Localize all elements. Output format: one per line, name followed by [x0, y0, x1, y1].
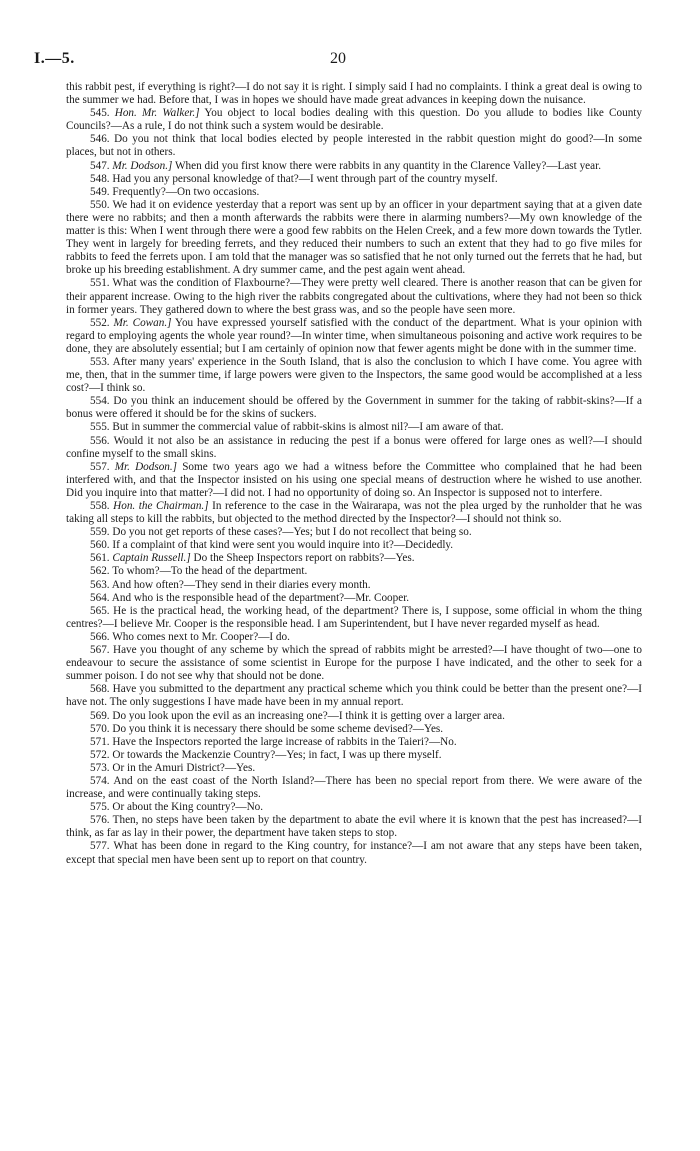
question-number: 557.	[90, 460, 110, 473]
evidence-paragraph	[66, 775, 642, 801]
question-number: 561.	[90, 552, 110, 565]
evidence-paragraph	[66, 173, 642, 186]
paragraph-text: Do you think it is necessary there should be some scheme devised?—Yes.	[112, 722, 444, 735]
question-number: 562.	[90, 565, 110, 578]
paragraph-text: Or about the King country?—No.	[112, 801, 264, 814]
question-number: 577.	[90, 840, 110, 853]
evidence-paragraph	[66, 749, 642, 762]
paragraph-text: To whom?—To the head of the department.	[112, 565, 308, 578]
evidence-paragraph	[66, 107, 642, 133]
evidence-paragraph	[66, 395, 642, 421]
speaker-name: Mr. Dodson.]	[114, 460, 178, 473]
evidence-paragraph	[66, 317, 642, 356]
paragraph-text: You have expressed yourself satisfied with the conduct of the department. What is your opinion with regard to employing agents the whole year round?—In winter time, when simultaneous poisoning and active work requires to be done, they are absolutely essential; but I am certainly of opinion now that fewer agents might be done with in the summer time.	[66, 316, 643, 355]
page-number: 20	[330, 50, 346, 67]
paragraph-text: Have you thought of any scheme by which the spread of rabbits might be arrested?—I have thought of two—one to endeavour to secure the assistance of some scientist in Europe for the purpose I have indicated, and the other to seek for a summer poison. I do not see why that should not be done.	[66, 644, 642, 683]
question-number: 547.	[90, 159, 110, 172]
question-number: 560.	[90, 539, 110, 552]
evidence-paragraph	[66, 736, 642, 749]
question-number: 572.	[90, 748, 110, 761]
evidence-paragraph	[66, 81, 642, 107]
evidence-paragraph	[66, 579, 642, 592]
speaker-name: Hon. Mr. Walker.]	[114, 107, 200, 120]
evidence-paragraph	[66, 539, 642, 552]
evidence-paragraph	[66, 356, 642, 395]
paragraph-text: And how often?—They send in their diaries every month.	[111, 578, 371, 591]
paragraph-text: If a complaint of that kind were sent you would inquire into it?—Decidedly.	[112, 539, 454, 552]
paragraph-text: Do you not get reports of these cases?—Yes; but I do not recollect that being so.	[112, 526, 472, 539]
paragraph-text: Then, no steps have been taken by the department to abate the evil where it is known that the pest has increased?—I think, as far as lay in their power, the department have taken steps to stop.	[66, 814, 642, 840]
question-number: 556.	[90, 434, 110, 447]
question-number: 548.	[90, 172, 110, 185]
evidence-paragraph	[66, 500, 642, 526]
evidence-paragraph	[66, 421, 642, 434]
evidence-paragraph	[66, 461, 642, 500]
page-header	[34, 50, 642, 70]
question-number: 569.	[90, 709, 110, 722]
question-number: 576.	[90, 814, 110, 827]
evidence-paragraph	[66, 814, 642, 840]
question-number: 555.	[90, 421, 110, 434]
paragraph-text: In reference to the case in the Wairarapa, was not the plea urged by the runholder that he was taking all steps to kill the rabbits, but objected to the method directed by the Inspector?—I should not think so.	[66, 500, 643, 526]
question-number: 570.	[90, 722, 110, 735]
question-number: 571.	[90, 735, 110, 748]
question-number: 563.	[90, 578, 110, 591]
question-number: 550.	[90, 198, 110, 211]
speaker-name: Captain Russell.]	[112, 552, 191, 565]
paragraph-text: Do you not think that local bodies elected by people interested in the rabbit question might do good?—In some places, but not in others.	[66, 133, 643, 159]
question-number: 566.	[90, 630, 110, 643]
evidence-paragraph	[66, 160, 642, 173]
speaker-name: Hon. the Chairman.]	[113, 500, 209, 512]
question-number: 558.	[90, 500, 110, 512]
paragraph-text: Would it not also be an assistance in reducing the pest if a bonus were offered for large ones as well?—I should confine myself to the small skins.	[66, 434, 642, 460]
question-number: 559.	[90, 526, 110, 539]
question-number: 564.	[90, 591, 110, 604]
question-number: 546.	[90, 133, 110, 146]
paragraph-text: And who is the responsible head of the department?—Mr. Cooper.	[111, 591, 410, 604]
evidence-paragraph	[66, 526, 642, 539]
paragraph-text: Or in the Amuri District?—Yes.	[112, 761, 256, 774]
question-number: 574.	[90, 774, 110, 787]
evidence-paragraph	[66, 565, 642, 578]
paragraph-text: Frequently?—On two occasions.	[112, 185, 260, 198]
evidence-paragraph	[66, 644, 642, 683]
paragraph-text: Do you think an inducement should be offered by the Government in summer for the taking of rabbit-skins?—If a bonus were offered it should be for the skins of suckers.	[66, 395, 643, 421]
evidence-paragraph	[66, 552, 642, 565]
evidence-paragraph	[66, 710, 642, 723]
paragraph-text: When did you first know there were rabbits in any quantity in the Clarence Valley?—Last year.	[174, 159, 601, 172]
evidence-paragraph	[66, 133, 642, 159]
evidence-paragraph	[66, 631, 642, 644]
question-number: 549.	[90, 185, 110, 198]
paragraph-text: You object to local bodies dealing with this question. Do you allude to bodies like County Councils?—As a rule, I do not think such a system would be desirable.	[66, 107, 642, 133]
paragraph-text: And on the east coast of the North Island?—There has been no special report from there. We were aware of the increase, and were continually taking steps.	[66, 774, 642, 801]
paragraph-text: this rabbit pest, if everything is right?—I do not say it is right. I simply said I had no complaints. I think a great deal is owing to the summer we had. Before that, I was in hopes we should have made great advances in keeping down the nuisance.	[66, 81, 642, 107]
evidence-paragraph	[66, 277, 642, 316]
evidence-paragraph	[66, 199, 642, 278]
evidence-paragraph	[66, 723, 642, 736]
speaker-name: Mr. Dodson.]	[112, 159, 173, 172]
paragraph-text: Some two years ago we had a witness before the Committee who complained that he had been interfered with, and that the Inspector insisted on his using one special means of destruction where he wished to use another. Did you inquire into that matter?—I did not. I had no opportunity of doing so. An Inspector is supposed not to interfere.	[66, 460, 643, 499]
paragraph-text: Have you submitted to the department any practical scheme which you think could be better than the present one?—I have not. The only suggestions I have made have been in my annual report.	[66, 683, 642, 709]
question-number: 554.	[90, 395, 110, 408]
paragraph-text: What was the condition of Flaxbourne?—They were pretty well cleared. There is another reason that can be given for their apparent increase. Owing to the high river the rabbits congregated about the cultivations, where they had not been so thick in former years. They gathered down to where the best grass was, and so the people have seen more.	[66, 277, 642, 316]
paragraph-text: Who comes next to Mr. Cooper?—I do.	[112, 630, 290, 643]
page-body	[66, 81, 642, 867]
evidence-paragraph	[66, 762, 642, 775]
paragraph-text: Do you look upon the evil as an increasing one?—I think it is getting over a larger area.	[112, 709, 505, 722]
question-number: 551.	[90, 277, 110, 290]
evidence-paragraph	[66, 435, 642, 461]
question-number: 545.	[90, 107, 110, 120]
paragraph-text: Or towards the Mackenzie Country?—Yes; in fact, I was up there myself.	[112, 748, 442, 761]
question-number: 552.	[90, 316, 110, 329]
paragraph-text: But in summer the commercial value of rabbit-skins is almost nil?—I am aware of that.	[112, 421, 504, 434]
paragraph-text: We had it on evidence yesterday that a report was sent up by an officer in your department saying that at a given date there were no rabbits; and then a month afterwards the rabbits were there in alarming numbers?—My own knowledge of the matter is this: When I went through there were a good few rabbits on the Helen Creek, and a few more down towards the Tytler. They went in largely for breeding ferrets, and they reduced their numbers to such an extent that they had to go five miles for rabbits to feed the ferrets upon. I am told that the manager was so satisfied that he not only turned out the ferrets that he had, but broke up his breeding establishment. A dry summer came, and the pest again went ahead.	[66, 198, 642, 277]
document-reference: I.—5.	[34, 50, 75, 67]
paragraph-text: He is the practical head, the working head, of the department? There is, I suppose, some official in whom the thing centres?—I believe Mr. Cooper is the responsible head. I am Superintendent, but I have never regarded myself as head.	[66, 604, 642, 630]
evidence-paragraph	[66, 840, 642, 866]
evidence-paragraph	[66, 801, 642, 814]
question-number: 568.	[90, 683, 110, 696]
paragraph-text: Do the Sheep Inspectors report on rabbits?—Yes.	[193, 552, 415, 565]
question-number: 565.	[90, 604, 110, 617]
question-number: 573.	[90, 761, 110, 774]
paragraph-text: Had you any personal knowledge of that?—I went through part of the country myself.	[112, 172, 498, 185]
evidence-paragraph	[66, 605, 642, 631]
question-number: 553.	[90, 355, 110, 368]
evidence-paragraph	[66, 592, 642, 605]
question-number: 575.	[90, 801, 110, 814]
speaker-name: Mr. Cowan.]	[113, 316, 172, 329]
evidence-paragraph	[66, 186, 642, 199]
paragraph-text: What has been done in regard to the King country, for instance?—I am not aware that any steps have been taken, except that special men have been sent up to report on that country.	[66, 840, 642, 866]
paragraph-text: Have the Inspectors reported the large increase of rabbits in the Taieri?—No.	[112, 735, 457, 748]
evidence-paragraph	[66, 683, 642, 709]
question-number: 567.	[90, 644, 110, 657]
paragraph-text: After many years' experience in the South Island, that is also the conclusion to which I have come. You agree with me, then, that in the summer time, if large powers were given to the Inspectors, the same good would be accomplished at a less cost?—I think so.	[66, 355, 642, 395]
